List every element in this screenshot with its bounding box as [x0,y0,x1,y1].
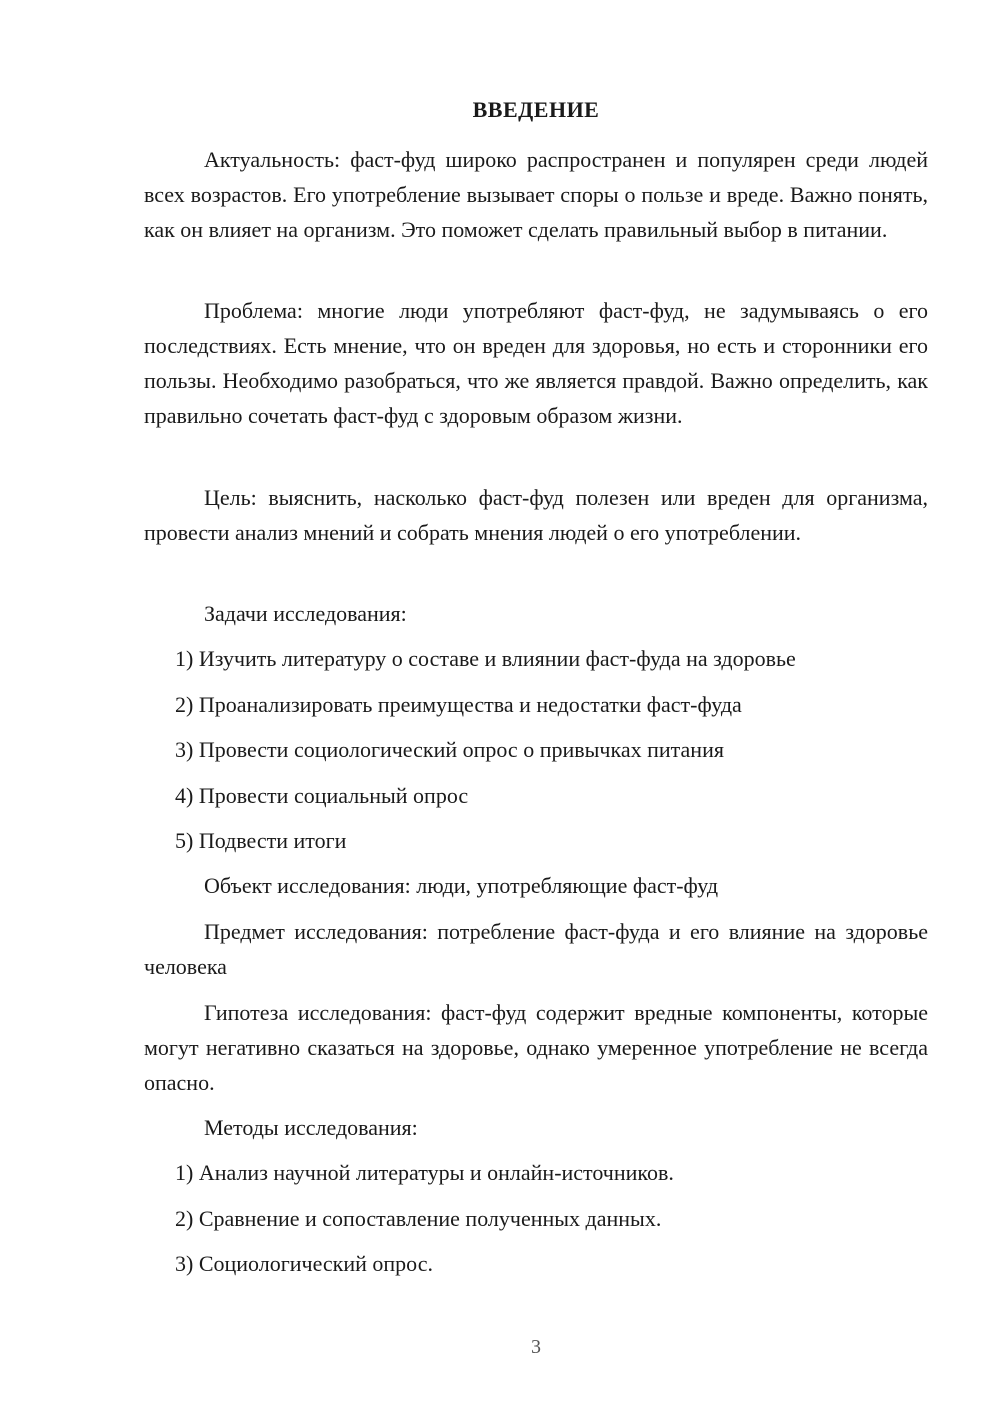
tasks-heading: Задачи исследования: [204,601,407,626]
paragraph-relevance: Актуальность: фаст-фуд широко распространен и популярен среди людей всех возрастов. Его употребление вызывает споры о пользе и вреде. Важно понять, как он влияет на организм. Это поможет сделать правильный выбор в питании. [144,147,928,242]
paragraph-subject: Предмет исследования: потребление фаст-фуда и его влияние на здоровье человека [144,919,928,979]
page-number: 3 [531,1336,541,1358]
methods-heading: Методы исследования: [204,1115,418,1140]
task-item-1: 1) Изучить литературу о составе и влиянии фаст-фуда на здоровье [175,646,796,671]
method-item-3: 3) Социологический опрос. [175,1251,433,1276]
task-item-5: 5) Подвести итоги [175,828,347,853]
paragraph-object: Объект исследования: люди, употребляющие фаст-фуд [204,873,719,898]
method-item-1: 1) Анализ научной литературы и онлайн-источников. [175,1160,674,1185]
task-item-4: 4) Провести социальный опрос [175,783,469,808]
task-item-3: 3) Провести социологический опрос о привычках питания [175,737,724,762]
paragraph-goal: Цель: выяснить, насколько фаст-фуд полезен или вреден для организма, провести анализ мнений и собрать мнения людей о его употреблении. [144,485,928,545]
paragraph-hypothesis: Гипотеза исследования: фаст-фуд содержит вредные компоненты, которые могут негативно сказаться на здоровье, однако умеренное употребление не всегда опасно. [144,1000,928,1095]
section-title: ВВЕДЕНИЕ [472,97,600,122]
method-item-2: 2) Сравнение и сопоставление полученных данных. [175,1206,662,1231]
task-item-2: 2) Проанализировать преимущества и недостатки фаст-фуда [175,692,742,717]
paragraph-problem: Проблема: многие люди употребляют фаст-фуд, не задумываясь о его последствиях. Есть мнение, что он вреден для здоровья, но есть и сторонники его пользы. Необходимо разобраться, что же является правдой. Важно определить, как правильно сочетать фаст-фуд с здоровым образом жизни. [144,298,928,428]
